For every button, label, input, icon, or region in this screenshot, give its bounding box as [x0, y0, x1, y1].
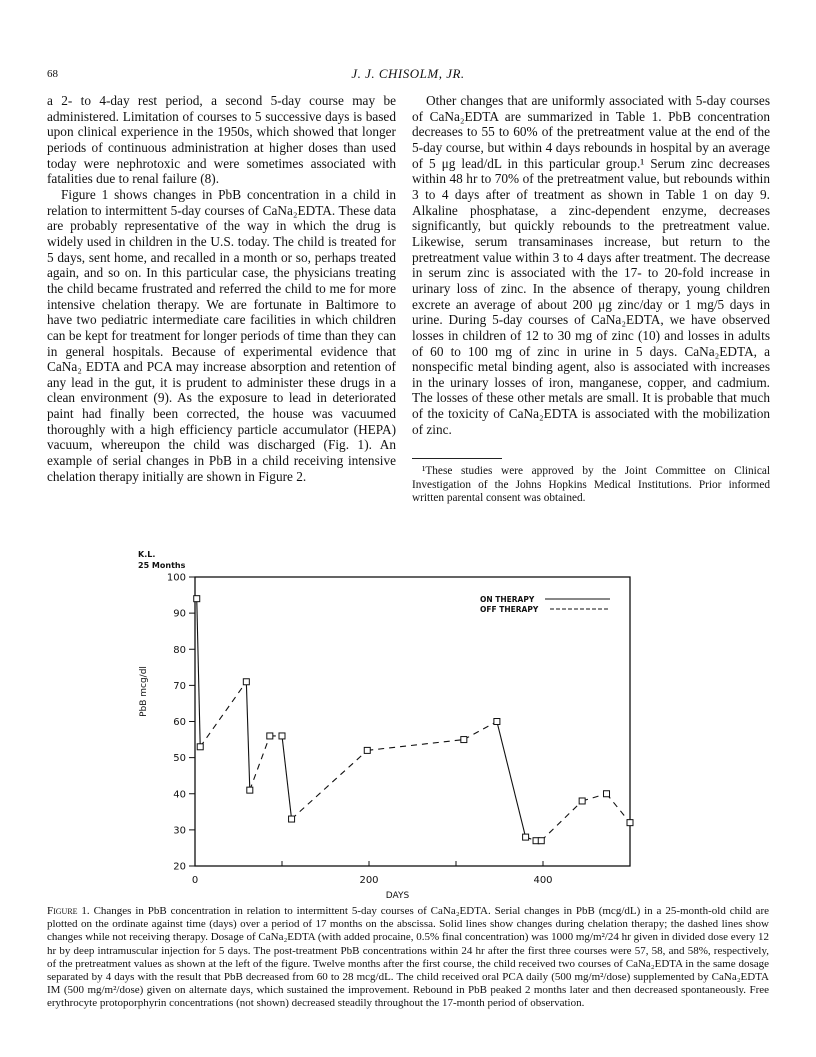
data-point [494, 719, 500, 725]
data-point [523, 834, 529, 840]
on-therapy-segment [282, 736, 292, 819]
legend-label: OFF THERAPY [480, 605, 539, 614]
paragraph: a 2- to 4-day rest period, a second 5-day course may be administered. Limitation of courses to 5 successive days is based upon clinical experience in the 1950s, which showed that longer periods of continuous administration at higher doses than used today were nephrotoxic and were sometimes associated with fatalities due to renal failure (8). [47, 93, 396, 187]
x-axis-label: DAYS [385, 891, 410, 901]
data-point [364, 747, 370, 753]
legend-label: ON THERAPY [480, 595, 535, 604]
paragraph: Other changes that are uniformly associated with 5-day courses of CaNa₂EDTA are summarized in Table 1. PbB concentration decreases to 55 to 60% of the pretreatment value at the end of the 5-day course, but within 4 days rebounds in hospital by an average of 5 μg lead/dL in this particular group.¹ Serum zinc decreases within 48 hr to 70% of the pretreatment value, but rebounds within 3 to 4 days after of treatment as shown in Table 1 on day 9. Alkaline phosphatase, a zinc-dependent enzyme, decreases significantly, but quickly rebounds to the pretreatment value. Likewise, serum transaminases increase, but return to the pretreatment value within 3 to 4 days after treatment. The decrease in serum zinc is associated with the 17- to 20-fold increase in urinary loss of zinc. In the absence of therapy, young children excrete an average of about 200 μg zinc/day or 1 mg/5 days in urine. During 5-day courses of CaNa₂EDTA, we have observed losses in children of 12 to 30 mg of zinc (10) and losses in adults of 60 to 100 mg of zinc in urine in 5 days. CaNa₂EDTA, a nonspecific metal binding agent, also is associated with increases in the urinary losses of iron, manganese, copper, and cadmium. The losses of these other metals are small. It is probable that much of the toxicity of CaNa₂EDTA is associated with the mobilization of zinc. [412, 93, 770, 437]
y-tick-label: 100 [166, 572, 186, 584]
subject-age: 25 Months [138, 561, 186, 570]
x-tick-label: 400 [533, 875, 553, 886]
data-point [538, 838, 544, 844]
data-point [194, 596, 200, 602]
y-tick-label: 80 [173, 644, 186, 656]
on-therapy-segment [497, 722, 526, 838]
y-tick-label: 40 [173, 789, 186, 801]
x-tick-label: 200 [359, 875, 379, 886]
off-therapy-segment [541, 801, 582, 841]
page-number: 68 [47, 68, 58, 80]
y-tick-label: 90 [173, 608, 186, 620]
left-column [47, 93, 396, 484]
off-therapy-segment [292, 750, 368, 819]
data-point [197, 744, 203, 750]
data-point [267, 733, 273, 739]
y-tick-label: 60 [173, 717, 186, 728]
data-point [579, 798, 585, 804]
footnote: ¹These studies were approved by the Joint Committee on Clinical Investigation of the Johns Hopkins Medical Institutions. Prior informed written parental consent was obtained. [412, 465, 770, 505]
caption-text: Changes in PbB concentration in relation to intermittent 5-day courses of CaNa₂EDTA. Serial changes in PbB (mcg/dL) in a 25-month-old child are plotted on the ordinate against time (days) over a period of 17 months on the abscissa. Solid lines show changes during chelation therapy; the dashed lines show changes while not receiving therapy. Dosage of CaNa₂EDTA (with added procaine, 0.5% final concentration) was 1000 mg/m²/24 hr given in divided dose every 12 hr by deep intramuscular injection for 5 days. The post-treatment PbB concentrations within 24 hr after the first three courses were 57, 58, and 58%, respectively, of the pretreatment values as shown at the left of the figure. Twelve months after the first course, the child received two courses of CaNa₂EDTA in the same dosage separated by 4 days with the result that PbB decreased from 60 to 28 mcg/dL. The child received oral PCA daily (500 mg/m²/dose) supplemented by CaNa₂EDTA IM (500 mg/m²/dose) given on alternate days, which sustained the improvement. Rebound in PbB peaked 2 months later and then decreased spontaneously. Free erythrocyte protoporphyrin concentrations (not shown) decreased steadily throughout the 17-month period of observation. [47, 905, 769, 1010]
data-point [627, 820, 633, 826]
off-therapy-segment [607, 794, 630, 823]
data-point [289, 816, 295, 822]
right-column [412, 93, 770, 437]
plot-frame [195, 577, 630, 866]
off-therapy-segment [200, 682, 246, 747]
off-therapy-segment [250, 736, 270, 790]
y-tick-label: 30 [173, 825, 186, 837]
off-therapy-segment [582, 794, 606, 801]
data-point [604, 791, 610, 797]
figure-caption [47, 905, 769, 1011]
y-tick-label: 70 [173, 680, 186, 692]
on-therapy-segment [197, 599, 200, 747]
running-head: J. J. CHISOLM, JR. [351, 66, 465, 81]
on-therapy-segment [246, 682, 249, 790]
off-therapy-segment [367, 740, 464, 751]
y-tick-label: 20 [173, 861, 186, 873]
paragraph: Figure 1 shows changes in PbB concentration in a child in relation to intermittent 5-day courses of CaNa₂EDTA. These data are probably representative of the way in which the drug is widely used in children in the U.S. today. The child is treated for 5 days, sent home, and recalled in a month or so, perhaps treated again, and so on. In this particular case, the physicians treating the child became frustrated and referred the child to me for more intensive chelation therapy. We are fortunate in Baltimore to have two pediatric intermediate care facilities in which children can be kept for treatment for longer periods of time than they can in general hospitals. Because of experimental evidence that CaNa₂ EDTA and PCA may increase absorption and retention of any lead in the gut, it is prudent to administer these drugs in a clean environment (9). As the exposure to lead in deteriorated paint had finally been corrected, the house was vacuumed thoroughly with a high efficiency particle accumulator (HEPA) vacuum, whereupon the child was discharged (Fig. 1). An example of serial changes in PbB in a child receiving intensive chelation therapy initially are shown in Figure 2. [47, 186, 396, 484]
y-tick-label: 50 [173, 753, 186, 765]
data-point [279, 733, 285, 739]
data-point [247, 787, 253, 793]
data-point [243, 679, 249, 685]
subject-label: K.L. [138, 550, 156, 559]
x-tick-label: 0 [191, 875, 199, 886]
footnote-rule [412, 458, 502, 459]
off-therapy-segment [464, 722, 497, 740]
caption-label: Figure 1. [47, 905, 90, 917]
y-axis-label: PbB mcg/dl [139, 666, 149, 717]
data-point [461, 737, 467, 743]
figure-1-chart [120, 545, 660, 901]
